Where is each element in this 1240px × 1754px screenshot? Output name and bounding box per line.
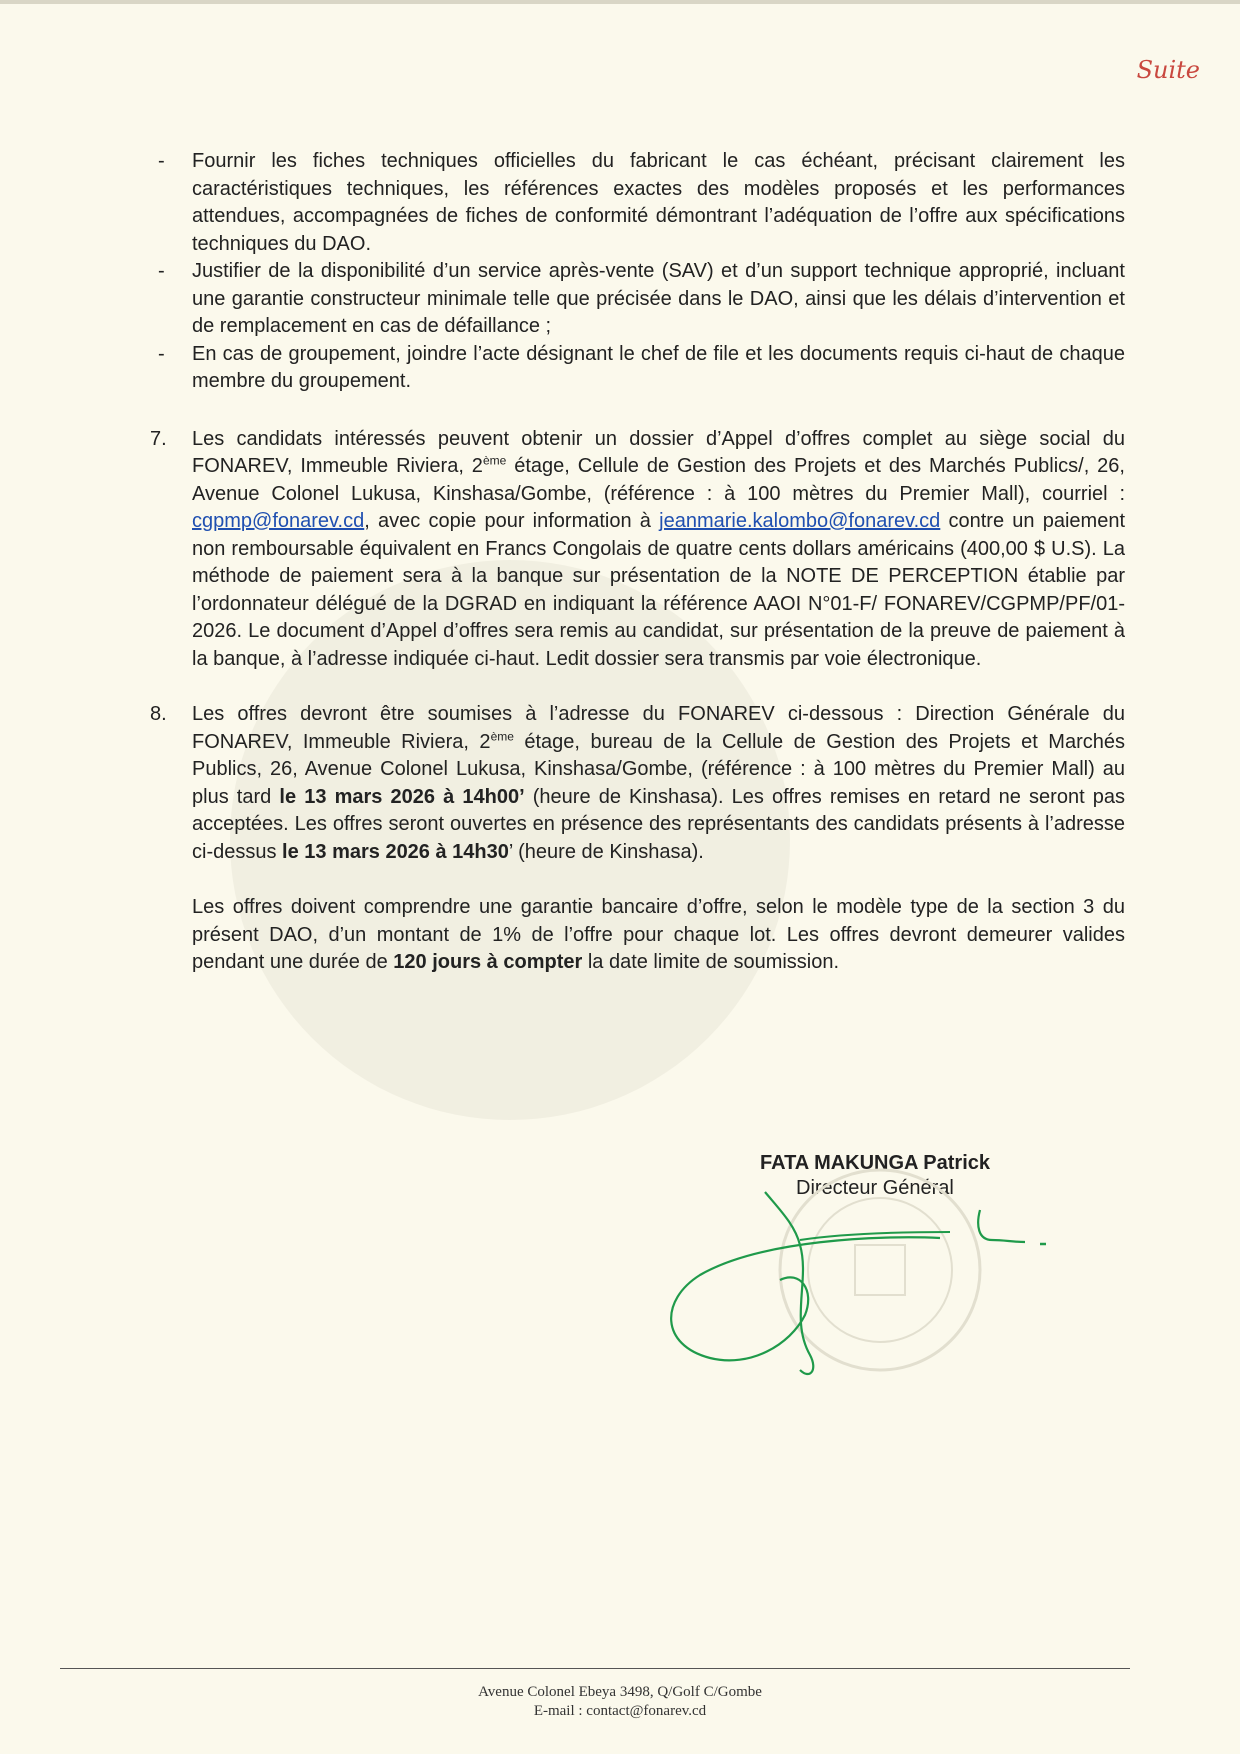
paragraph-number: 7. bbox=[150, 427, 167, 450]
email-link-cgpmp[interactable]: cgpmp@fonarev.cd bbox=[192, 510, 365, 532]
paragraph-number: 8. bbox=[150, 703, 167, 725]
paragraph-8 bbox=[150, 701, 1125, 866]
deadline-opening: le 13 mars 2026 à 14h30 bbox=[282, 840, 509, 863]
text-segment: , avec copie pour information à bbox=[364, 510, 660, 532]
footer-address: Avenue Colonel Ebeya 3498, Q/Golf C/Gombe bbox=[478, 1684, 762, 1700]
text-segment: Les offres devront être soumises à l’adresse du FONAREV ci-dessous : Direction Générale du FONAREV, Immeuble Riviera, 2 bbox=[192, 703, 1125, 753]
list-item: - En cas de groupement, joindre l’acte désignant le chef de file et les documents requis ci-haut de chaque membre du groupement. bbox=[150, 341, 1125, 396]
list-item: - Fournir les fiches techniques officielles du fabricant le cas échéant, précisant clairement les caractéristiques techniques, les références exactes des modèles proposés et les performances attendues, accompagnées de fiches de conformité démontrant l’adéquation de l’offre aux spécifications techniques du DAO. bbox=[150, 148, 1125, 258]
text-segment: étage, Cellule de Gestion des Projets et des Marchés Publics/, 26, Avenue Colonel Lukusa, Kinshasa/Gombe, (référence : à 100 mètres du Premier Mall), courriel : bbox=[192, 455, 1125, 505]
email-link-kalombo[interactable]: jeanmarie.kalombo@fonarev.cd bbox=[659, 510, 941, 532]
footer bbox=[0, 1683, 1240, 1721]
numbered-section bbox=[150, 426, 1125, 977]
validity-period: 120 jours à compter bbox=[393, 951, 583, 973]
signatory-title: Directeur Général bbox=[796, 1177, 954, 1199]
suite-label: Suite bbox=[1136, 56, 1200, 84]
deadline-submission: le 13 mars 2026 à 14h00’ bbox=[279, 785, 525, 808]
requirements-list bbox=[150, 148, 1125, 396]
text-segment: Les offres doivent comprendre une garantie bancaire d’offre, selon le modèle type de la section 3 du présent DAO, d’un montant de 1% de l’offre pour chaque lot. Les offres devront demeurer valides pendant une durée de bbox=[192, 896, 1125, 973]
superscript: ème bbox=[490, 728, 514, 743]
body-text bbox=[150, 148, 1125, 977]
list-item: - Justifier de la disponibilité d’un service après-vente (SAV) et d’un support technique approprié, incluant une garantie constructeur minimale telle que précisée dans le DAO, ainsi que les délais d’intervention et de remplacement en cas de défaillance ; bbox=[150, 258, 1125, 341]
text-segment: ’ (heure de Kinshasa). bbox=[508, 840, 704, 863]
superscript: ème bbox=[482, 453, 507, 468]
paragraph-7 bbox=[150, 426, 1125, 674]
guarantee-paragraph bbox=[150, 894, 1125, 977]
scan-edge bbox=[0, 0, 1240, 4]
text-segment: Les candidats intéressés peuvent obtenir un dossier d’Appel d’offres complet au siège social du FONAREV, Immeuble Riviera, 2 bbox=[192, 427, 1125, 477]
text-segment: contre un paiement non remboursable équivalent en Francs Congolais de quatre cents dollars américains (400,00 $ U.S). La méthode de paiement sera à la banque sur présentation de la NOTE DE PERCEPTION établie par l’ordonnateur délégué de la DGRAD en indiquant la référence AAOI N°01-F/ FONAREV/CGPMP/PF/01-2026. Le document d’Appel d’offres sera remis au candidat, sur présentation de la preuve de paiement à la banque, à l’adresse indiquée ci-haut. Ledit dossier sera transmis par voie électronique. bbox=[192, 510, 1126, 670]
footer-divider bbox=[60, 1668, 1130, 1669]
text-segment: étage, bureau de la Cellule de Gestion des Projets et Marchés Publics, 26, Avenue Colonel Lukusa, Kinshasa/Gombe, (référence : à 100 mètres du Premier Mall) au plus tard bbox=[192, 730, 1125, 808]
signatory-name: FATA MAKUNGA Patrick bbox=[760, 1152, 991, 1174]
footer-email: E-mail : contact@fonarev.cd bbox=[533, 1703, 707, 1719]
text-segment: la date limite de soumission. bbox=[582, 951, 840, 973]
text-segment: (heure de Kinshasa). Les offres remises en retard ne seront pas acceptées. Les offres seront ouvertes en présence des représentants des candidats présents à l’adresse ci-dessus bbox=[192, 785, 1126, 863]
signature-icon bbox=[640, 1170, 1060, 1390]
